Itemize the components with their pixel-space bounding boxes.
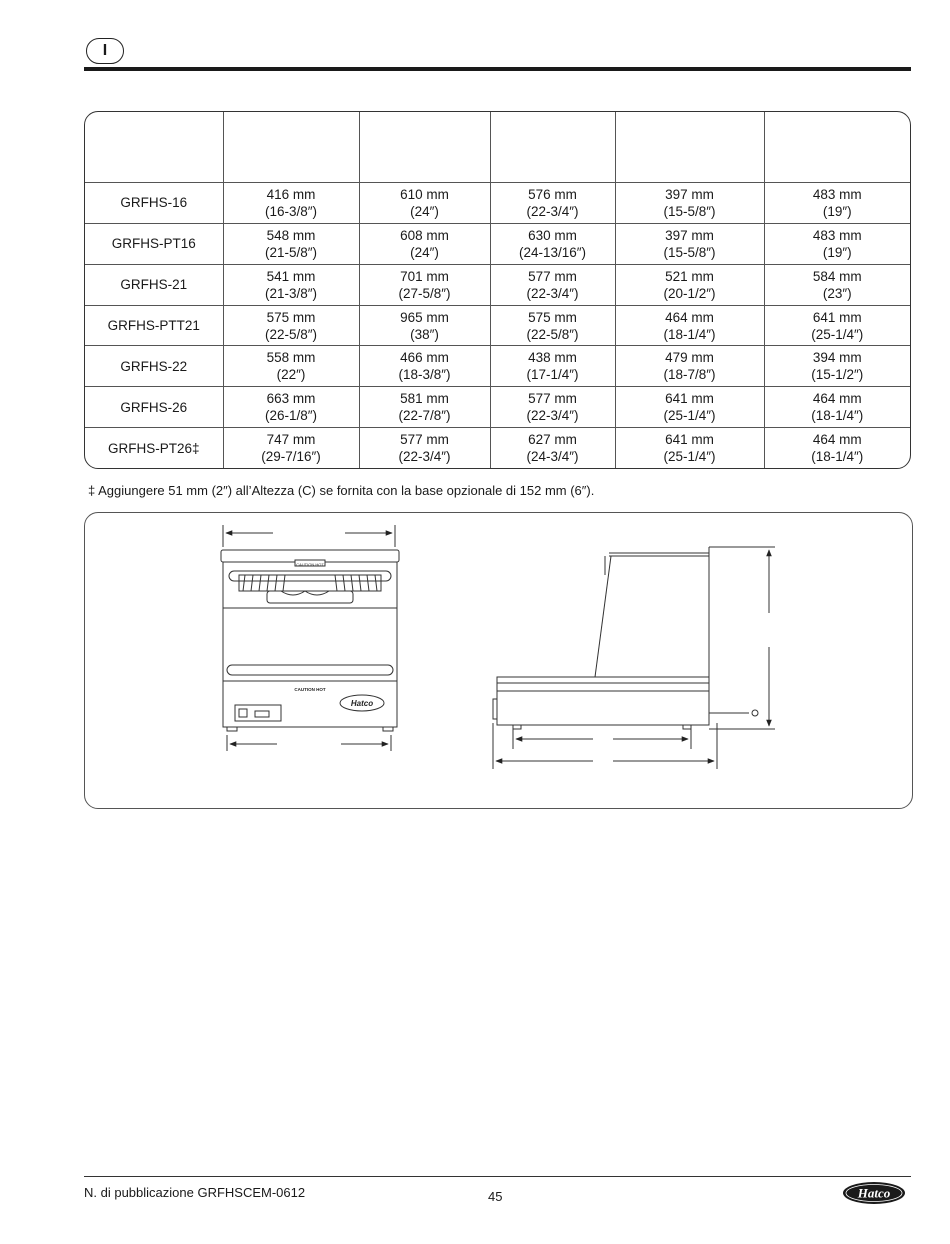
dimension-metric: 575 mm xyxy=(528,309,577,325)
dimension-cell xyxy=(615,305,764,346)
dimension-metric: 548 mm xyxy=(266,227,316,243)
dimension-imperial: (20-1/2″) xyxy=(663,285,716,301)
dimension-cell xyxy=(359,305,490,346)
dimension-metric: 438 mm xyxy=(528,350,577,366)
language-badge: I xyxy=(86,38,124,64)
dimension-imperial: (24″) xyxy=(410,203,439,219)
dimension-imperial: (25-1/4″) xyxy=(663,449,716,465)
hatco-logo xyxy=(842,1180,908,1206)
model-cell: GRFHS-26 xyxy=(85,387,223,428)
dimension-imperial: (27-5/8″) xyxy=(398,285,451,301)
dimension-cell xyxy=(490,183,615,224)
dimension-imperial: (22-5/8″) xyxy=(526,326,579,342)
dimension-cell xyxy=(764,387,910,428)
dimension-cell xyxy=(615,387,764,428)
dimension-cell xyxy=(615,183,764,224)
dimension-metric: 641 mm xyxy=(665,391,714,407)
table-header-cell xyxy=(85,112,223,183)
dimension-metric: 466 mm xyxy=(400,350,449,366)
svg-text:Hatco: Hatco xyxy=(857,1185,891,1201)
dimension-cell xyxy=(359,183,490,224)
dimension-imperial: (21-3/8″) xyxy=(264,285,318,301)
dimension-metric: 641 mm xyxy=(812,309,862,325)
dimension-cell xyxy=(223,428,359,468)
dimension-metric: 464 mm xyxy=(812,391,862,407)
table-header-cell xyxy=(764,112,910,183)
dimension-imperial: (38″) xyxy=(410,326,439,342)
dimension-cell xyxy=(490,264,615,305)
dimension-metric: 641 mm xyxy=(665,432,714,448)
table-row xyxy=(85,428,910,468)
model-cell: GRFHS-PT26‡ xyxy=(85,428,223,468)
dimension-metric: 521 mm xyxy=(665,268,714,284)
dimension-metric: 397 mm xyxy=(665,227,714,243)
model-cell: GRFHS-PTT21 xyxy=(85,305,223,346)
table-row xyxy=(85,264,910,305)
dimension-metric: 577 mm xyxy=(400,432,449,448)
dimension-metric: 479 mm xyxy=(665,350,714,366)
dimension-cell xyxy=(223,346,359,387)
dimension-cell xyxy=(764,428,910,468)
dimension-drawing xyxy=(85,513,914,810)
dimension-imperial: (22-7/8″) xyxy=(398,408,451,424)
footnote: ‡ Aggiungere 51 mm (2″) all’Altezza (C) se fornita con la base opzionale di 152 mm (6″). xyxy=(88,483,595,498)
dimension-cell xyxy=(615,428,764,468)
dimension-metric: 584 mm xyxy=(812,268,862,284)
table-header-cell xyxy=(223,112,359,183)
dimension-cell xyxy=(490,305,615,346)
dimension-cell xyxy=(223,264,359,305)
dimension-imperial: (15-5/8″) xyxy=(663,203,716,219)
table-header-cell xyxy=(615,112,764,183)
dimension-metric: 394 mm xyxy=(812,350,862,366)
dimension-imperial: (24-3/4″) xyxy=(526,449,579,465)
dimension-imperial: (24-13/16″) xyxy=(518,244,587,260)
dimension-metric: 575 mm xyxy=(266,309,316,325)
svg-text:Hatco: Hatco xyxy=(350,699,374,708)
publication-number: N. di pubblicazione GRFHSCEM-0612 xyxy=(84,1185,306,1200)
dimension-imperial: (25-1/4″) xyxy=(811,326,864,342)
table-row xyxy=(85,305,910,346)
dimension-cell xyxy=(223,183,359,224)
dimension-imperial: (15-1/2″) xyxy=(811,367,864,383)
dimension-metric: 747 mm xyxy=(266,432,316,448)
dimension-imperial: (18-7/8″) xyxy=(663,367,716,383)
dimension-cell xyxy=(359,223,490,264)
dimension-metric: 965 mm xyxy=(400,309,449,325)
model-cell: GRFHS-21 xyxy=(85,264,223,305)
dimension-metric: 701 mm xyxy=(400,268,449,284)
dimension-metric: 627 mm xyxy=(528,432,577,448)
dimension-imperial: (18-1/4″) xyxy=(811,449,864,465)
dimension-cell xyxy=(223,387,359,428)
dimension-imperial: (18-1/4″) xyxy=(663,326,716,342)
header-rule xyxy=(84,67,911,71)
dimension-imperial: (29-7/16″) xyxy=(261,449,321,465)
dimension-metric: 541 mm xyxy=(266,268,316,284)
dimension-metric: 630 mm xyxy=(528,227,577,243)
dimension-imperial: (17-1/4″) xyxy=(526,367,579,383)
dimension-table xyxy=(85,112,910,468)
dimension-imperial: (15-5/8″) xyxy=(663,244,716,260)
side-view-drawing xyxy=(493,547,775,769)
dimension-cell xyxy=(764,305,910,346)
dimension-imperial: (22-3/4″) xyxy=(398,449,451,465)
dimension-cell xyxy=(764,183,910,224)
dimension-metric: 416 mm xyxy=(266,186,316,202)
dimension-cell xyxy=(223,223,359,264)
dimension-cell xyxy=(615,223,764,264)
dimension-imperial: (25-1/4″) xyxy=(663,408,716,424)
dimension-metric: 397 mm xyxy=(665,186,714,202)
dimension-imperial: (16-3/8″) xyxy=(264,203,318,219)
dimension-imperial: (22-3/4″) xyxy=(526,203,579,219)
table-row xyxy=(85,387,910,428)
table-header-row xyxy=(85,112,910,183)
dimension-metric: 577 mm xyxy=(528,268,577,284)
dimension-imperial: (21-5/8″) xyxy=(264,244,318,260)
dimension-metric: 577 mm xyxy=(528,391,577,407)
dimension-diagram xyxy=(84,512,913,809)
dimension-metric: 608 mm xyxy=(400,227,449,243)
dimension-cell xyxy=(359,346,490,387)
dimension-imperial: (22-5/8″) xyxy=(264,326,318,342)
dimension-imperial: (18-3/8″) xyxy=(398,367,451,383)
hatco-logo-small xyxy=(340,695,384,711)
model-cell: GRFHS-22 xyxy=(85,346,223,387)
table-header-cell xyxy=(359,112,490,183)
dimension-cell xyxy=(490,223,615,264)
dimension-cell xyxy=(764,346,910,387)
front-view-drawing xyxy=(221,525,399,751)
page-number: 45 xyxy=(488,1189,503,1204)
dimension-metric: 663 mm xyxy=(266,391,316,407)
table-row xyxy=(85,183,910,224)
dimension-metric: 576 mm xyxy=(528,186,577,202)
dimension-cell xyxy=(490,428,615,468)
caution-label-top: CAUTION HOT xyxy=(296,562,324,567)
dimension-cell xyxy=(359,387,490,428)
dimension-imperial: (24″) xyxy=(410,244,439,260)
dimension-metric: 558 mm xyxy=(266,350,316,366)
dimension-metric: 464 mm xyxy=(665,309,714,325)
dimension-cell xyxy=(359,428,490,468)
dimension-cell xyxy=(490,346,615,387)
model-cell: GRFHS-16 xyxy=(85,183,223,224)
table-row xyxy=(85,346,910,387)
dimension-table-frame xyxy=(84,111,911,469)
footer-rule xyxy=(84,1176,911,1177)
dimension-metric: 464 mm xyxy=(812,432,862,448)
dimension-cell xyxy=(490,387,615,428)
dimension-imperial: (19″) xyxy=(822,244,852,260)
dimension-metric: 483 mm xyxy=(812,227,862,243)
dimension-imperial: (22″) xyxy=(276,367,306,383)
dimension-imperial: (22-3/4″) xyxy=(526,408,579,424)
dimension-cell xyxy=(764,223,910,264)
dimension-imperial: (23″) xyxy=(822,285,852,301)
dimension-cell xyxy=(223,305,359,346)
dimension-cell xyxy=(359,264,490,305)
dimension-imperial: (18-1/4″) xyxy=(811,408,864,424)
table-header-cell xyxy=(490,112,615,183)
dimension-cell xyxy=(615,264,764,305)
caution-label-bottom: CAUTION HOT xyxy=(294,687,326,692)
dimension-cell xyxy=(615,346,764,387)
dimension-cell xyxy=(764,264,910,305)
dimension-metric: 483 mm xyxy=(812,186,862,202)
dimension-imperial: (19″) xyxy=(822,203,852,219)
model-cell: GRFHS-PT16 xyxy=(85,223,223,264)
dimension-imperial: (26-1/8″) xyxy=(264,408,318,424)
dimension-metric: 581 mm xyxy=(400,391,449,407)
dimension-imperial: (22-3/4″) xyxy=(526,285,579,301)
dimension-metric: 610 mm xyxy=(400,186,449,202)
table-row xyxy=(85,223,910,264)
